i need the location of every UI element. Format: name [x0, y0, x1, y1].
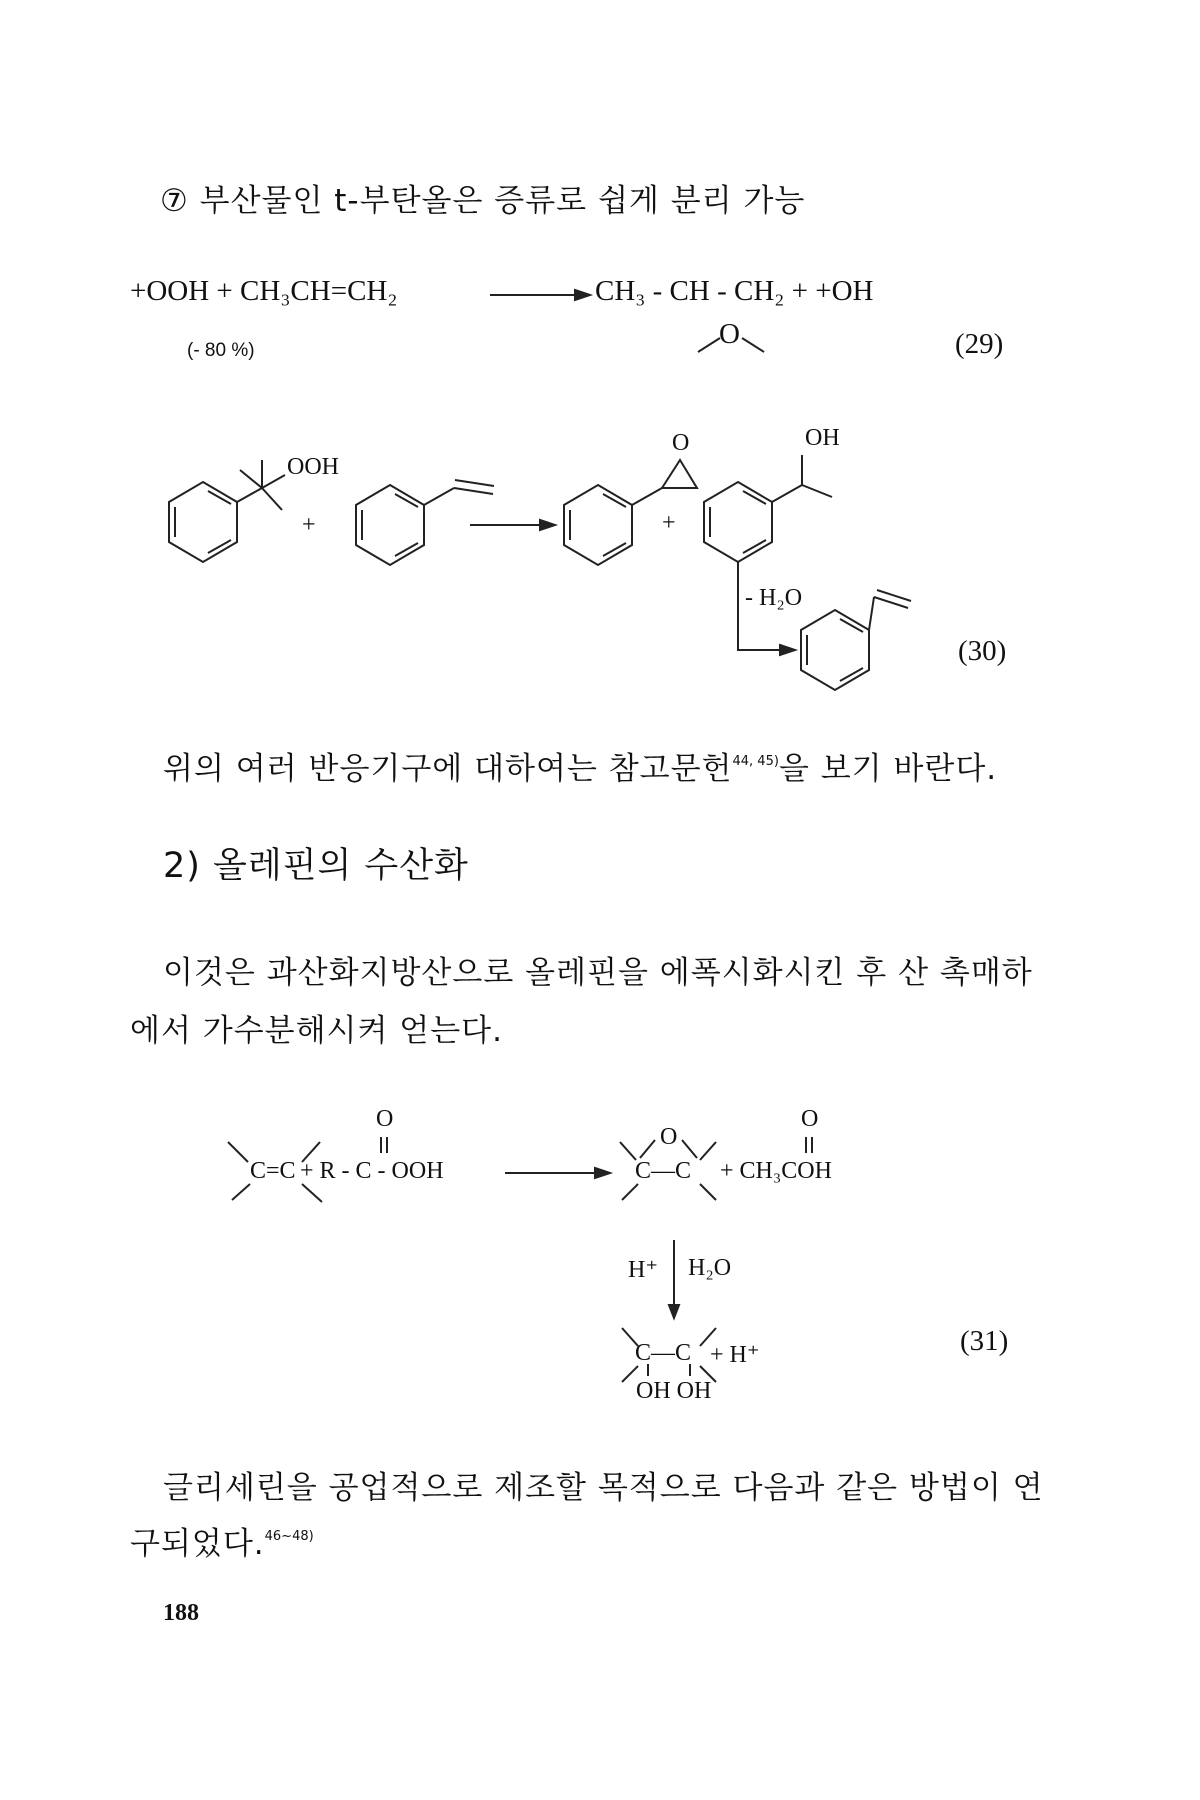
eq31-olefin: C=C [250, 1158, 296, 1184]
eq30-number: (30) [958, 635, 1007, 667]
eq31-epoxide: C—C [635, 1158, 692, 1184]
eq31-catalyst: H⁺ [628, 1257, 658, 1283]
paragraph-3-line-2-text: 구되었다. [130, 1526, 265, 1562]
eq31-diol-plus: + H⁺ [710, 1342, 760, 1368]
eq31-acid-o: O [801, 1106, 819, 1132]
paragraph-2-line-2: 에서 가수분해시켜 얻는다. [130, 1013, 503, 1049]
paragraph-3-citation: 46~48) [264, 1529, 314, 1544]
eq29-products: CH₃ - CH - CH₂ + +OH [595, 275, 874, 307]
eq30-plus-1: + [302, 512, 316, 538]
eq30-dehydration-label: - H₂O [745, 585, 803, 611]
eq31-water: H₂O [688, 1255, 732, 1281]
paragraph-3-line-1: 글리세린을 공업적으로 제조할 목적으로 다음과 같은 방법이 연 [163, 1470, 1044, 1506]
eq30-alcohol-oh: OH [805, 425, 840, 451]
eq31-diol: C—C [635, 1340, 692, 1366]
eq30-ooh-label: OOH [287, 454, 339, 480]
eq31-peracid: + R - C - OOH [300, 1158, 444, 1184]
eq29-reactants: +OOH + CH₃CH=CH₂ [130, 275, 398, 307]
reference-text-after: 을 보기 바란다. [778, 751, 998, 787]
reference-text-before: 위의 여러 반응기구에 대하여는 참고문헌 [163, 751, 733, 787]
paragraph-2-line-1: 이것은 과산화지방산으로 올레핀을 에폭시화시킨 후 산 촉매하 [163, 955, 1033, 991]
eq31-diol-oh: OH OH [636, 1378, 712, 1404]
page-number: 188 [163, 1600, 199, 1626]
eq31-carbonyl-o: O [376, 1106, 394, 1132]
eq29-number: (29) [955, 328, 1004, 360]
eq31-number: (31) [960, 1325, 1009, 1357]
eq29-epoxide-oxygen: O [719, 318, 740, 350]
paragraph-3-line-2 [130, 1518, 314, 1563]
eq29-yield-note: (- 80 %) [187, 340, 255, 361]
eq30-plus-2: + [662, 510, 676, 536]
eq31-epoxide-o: O [660, 1124, 678, 1150]
item-7-text: ⑦ 부산물인 t-부탄올은 증류로 쉽게 분리 가능 [160, 183, 806, 219]
reference-citation: 44, 45) [732, 754, 779, 769]
eq30-epoxide-o: O [672, 430, 690, 456]
eq31-acid: + CH₃COH [720, 1158, 832, 1184]
section-heading: 2) 올레핀의 수산화 [163, 846, 469, 886]
